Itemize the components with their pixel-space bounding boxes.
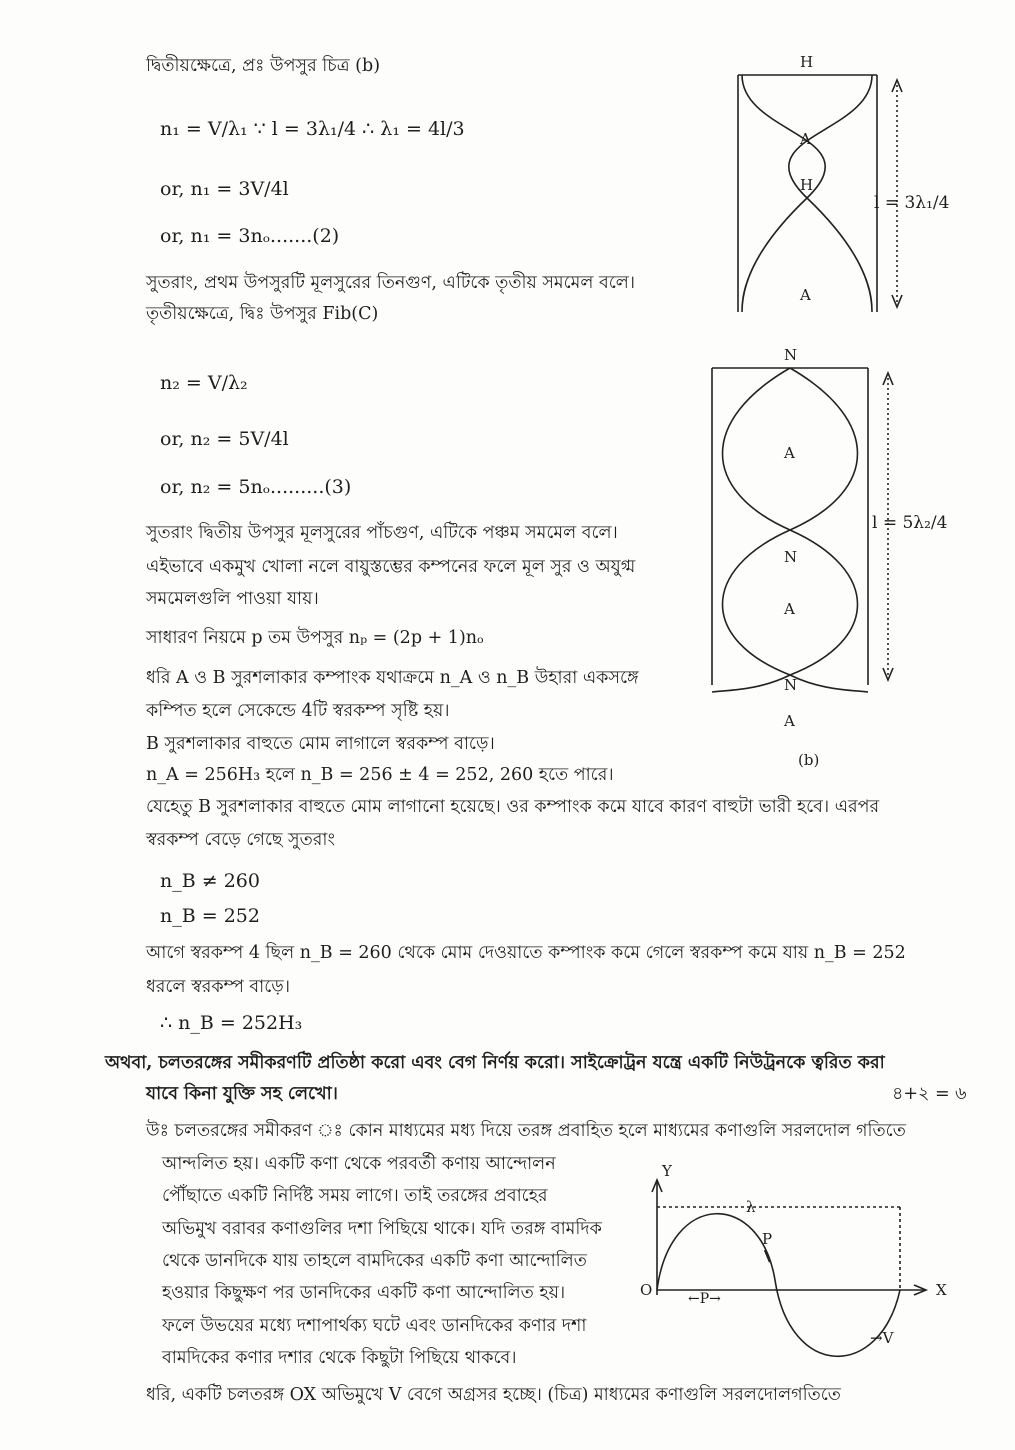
pipe1-antinode-1: A	[800, 130, 811, 148]
pipe2-wave-left	[712, 368, 790, 692]
pipe2-node-2: N	[784, 548, 798, 566]
pipe2-wave-right	[790, 368, 868, 692]
question-marks: ৪+২ = ৬	[892, 1084, 967, 1104]
pipe1-top-node: H	[800, 53, 814, 71]
sec2-conclusion: সুতরাং, প্রথম উপসুরটি মূলসুরের তিনগুণ, এটিকে তৃতীয় সমমেল বলে।	[146, 273, 636, 293]
tuning-line-10: ধরলে স্বরকম্প বাড়ে।	[146, 977, 291, 997]
pipe2-top-node: N	[784, 346, 798, 364]
pipe1-antinode-2: A	[800, 286, 811, 304]
wave-y-label: Y	[662, 1162, 672, 1180]
wave-velocity-label: →V	[870, 1329, 894, 1347]
pipe1-length-label: l = 3λ₁/4	[874, 193, 950, 213]
sec2-intro: দ্বিতীয়ক্ষেত্রে, প্রঃ উপসুর চিত্র (b)	[146, 56, 381, 76]
sec3-eq3: or, n₂ = 5nₒ.........(3)	[160, 476, 352, 498]
tuning-line-3: B সুরশলাকার বাহুতে মোম লাগালে স্বরকম্প বাড়ে।	[146, 734, 495, 754]
sec2-eq3: or, n₁ = 3nₒ.......(2)	[160, 225, 340, 247]
tuning-line-2: কম্পিত হলে সেকেন্ডে 4টি স্বরকম্প সৃষ্টি হয়।	[146, 701, 450, 721]
tuning-line-8: n_B = 252	[160, 905, 260, 927]
tuning-line-7: n_B ≠ 260	[160, 870, 260, 892]
answer-line-8: বামদিকের কণার দশার থেকে কিছুটা পিছিয়ে থাকবে।	[162, 1348, 517, 1368]
wave-p-span-label: ←P→	[688, 1291, 721, 1307]
wave-origin-label: O	[640, 1281, 653, 1299]
question-line-1: অথবা, চলতরঙ্গের সমীকরণটি প্রতিষ্ঠা করো এবং বেগ নির্ণয় করো। সাইক্রোট্রন যন্ত্রে একটি নিউট্রনকে ত্বরিত করা	[105, 1053, 885, 1073]
tuning-line-5: যেহেতু B সুরশলাকার বাহুতে মোম লাগানো হয়েছে। ওর কম্পাংক কমে যাবে কারণ বাহুটা ভারী হবে। এরপর	[146, 797, 880, 817]
tuning-line-6: স্বরকম্প বেড়ে গেছে সুতরাং	[146, 830, 335, 850]
wave-x-label: X	[936, 1281, 947, 1299]
wave-curve	[657, 1214, 900, 1357]
wave-p-label: P	[762, 1230, 773, 1248]
answer-line-6: হওয়ার কিছুক্ষণ পর ডানদিকের একটি কণা আন্দোলিত হয়।	[162, 1283, 566, 1303]
sec3-general-formula: সাধারণ নিয়মে p তম উপসুর nₚ = (2p + 1)nₒ	[146, 628, 484, 648]
pipe2-antinode-1: A	[784, 444, 795, 462]
pipe2-antinode-2: A	[784, 600, 795, 618]
pipe2-node-3: N	[784, 676, 798, 694]
answer-line-4: অভিমুখ বরাবর কণাগুলির দশা পিছিয়ে থাকে। যদি তরঙ্গ বামদিক	[162, 1219, 602, 1239]
pipe2-antinode-3: A	[784, 712, 795, 730]
sec3-conclusion-2: এইভাবে একমুখ খোলা নলে বায়ুস্তম্ভের কম্পনের ফলে মূল সুর ও অযুগ্ম	[146, 557, 636, 577]
sec3-eq2: or, n₂ = 5V/4l	[160, 428, 289, 450]
question-line-2: যাবে কিনা যুক্তি সহ লেখো।	[146, 1084, 338, 1104]
sec3-intro: তৃতীয়ক্ষেত্রে, দ্বিঃ উপসুর Fib(C)	[146, 304, 379, 324]
tuning-line-11: ∴ n_B = 252H₃	[160, 1012, 303, 1034]
tuning-line-1: ধরি A ও B সুরশলাকার কম্পাংক যথাক্রমে n_A ও n_B উহারা একসঙ্গে	[146, 668, 639, 688]
sec2-eq2: or, n₁ = 3V/4l	[160, 178, 289, 200]
answer-line-2: আন্দলিত হয়। একটি কণা থেকে পরবর্তী কণায় আন্দোলন	[162, 1154, 556, 1174]
pipe2-caption: (b)	[798, 751, 820, 769]
sec2-eq1: n₁ = V/λ₁ ∵ l = 3λ₁/4 ∴ λ₁ = 4l/3	[160, 118, 465, 140]
sec3-eq1: n₂ = V/λ₂	[160, 372, 248, 394]
wave-lambda-label: λ	[746, 1198, 756, 1216]
answer-line-9: ধরি, একটি চলতরঙ্গ OX অভিমুখে V বেগে অগ্রসর হচ্ছে। (চিত্র) মাধ্যমের কণাগুলি সরলদোলগতিতে	[146, 1385, 841, 1405]
answer-line-3: পৌঁছাতে একটি নির্দিষ্ট সময় লাগে। তাই তরঙ্গের প্রবাহের	[162, 1186, 548, 1206]
answer-line-7: ফলে উভয়ের মধ্যে দশাপার্থক্য ঘটে এবং ডানদিকের কণার দশা	[162, 1316, 587, 1336]
sec3-conclusion-3: সমমেলগুলি পাওয়া যায়।	[146, 589, 319, 609]
tuning-line-4: n_A = 256H₃ হলে n_B = 256 ± 4 = 252, 260 হতে পারে।	[146, 765, 614, 785]
answer-line-1: উঃ চলতরঙ্গের সমীকরণ ঃ কোন মাধ্যমের মধ্য দিয়ে তরঙ্গ প্রবাহিত হলে মাধ্যমের কণাগুলি সরলদোল গতিতে	[146, 1121, 906, 1141]
tuning-line-9: আগে স্বরকম্প 4 ছিল n_B = 260 থেকে মোম দেওয়াতে কম্পাংক কমে গেলে স্বরকম্প কমে যায় n_B = 252	[146, 943, 906, 963]
pipe2-length-label: l = 5λ₂/4	[872, 513, 948, 533]
sec3-conclusion-1: সুতরাং দ্বিতীয় উপসুর মূলসুরের পাঁচগুণ, এটিকে পঞ্চম সমমেল বলে।	[146, 523, 618, 543]
answer-line-5: থেকে ডানদিকে যায় তাহলে বামদিকের একটি কণা আন্দোলিত	[162, 1251, 587, 1271]
pipe1-mid-node: H	[800, 176, 814, 194]
